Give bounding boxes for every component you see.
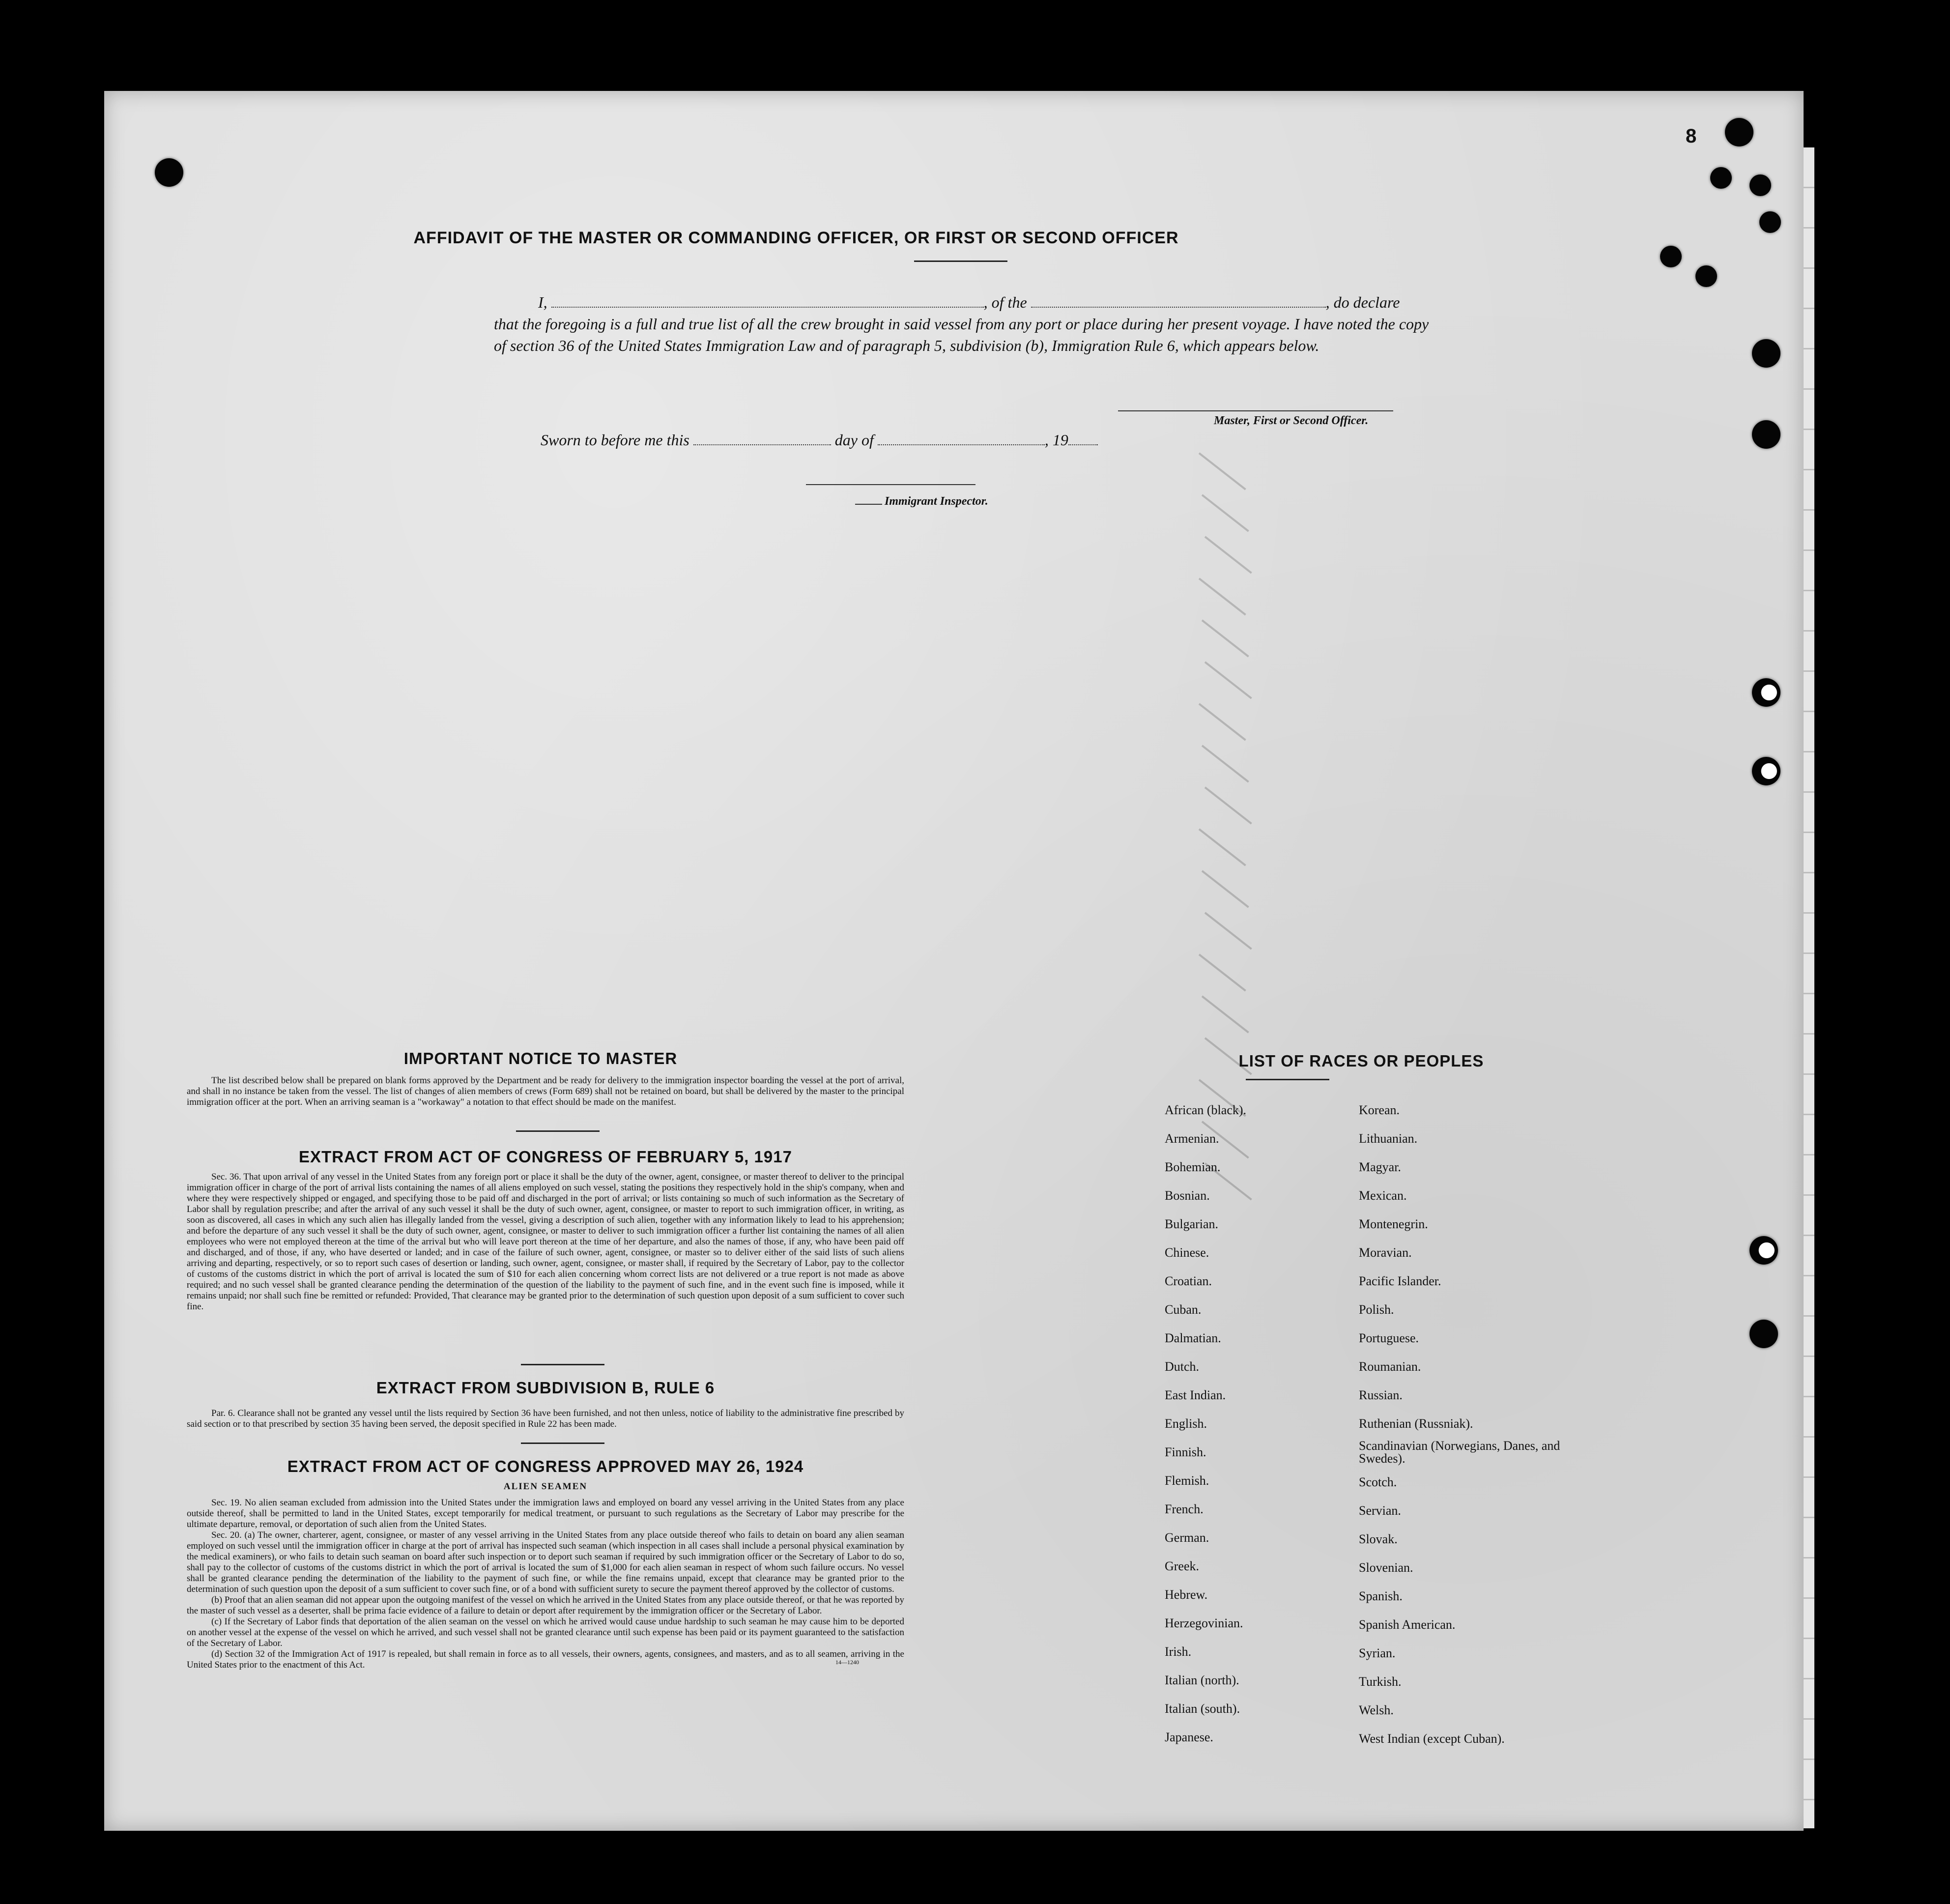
sworn-line — [541, 429, 1229, 451]
alien-seamen-subtitle: ALIEN SEAMEN — [503, 1481, 588, 1492]
extract-1924-title: EXTRACT FROM ACT OF CONGRESS APPROVED MAY 26, 1924 — [287, 1457, 804, 1475]
race-item: Herzegovinian. — [1165, 1616, 1243, 1630]
race-item: Moravian. — [1359, 1245, 1412, 1260]
section-36-paragraph: Sec. 36. That upon arrival of any vessel in the United States from any foreign port or place it shall be the duty of the owner, agent, consignee, or master thereof to deliver to the principal immigration officer in charge of the port of arrival lists containing the names of all aliens employed on such vessel, stating the positions they respectively hold in the ship's company, when and where they were respectively shipped or engaged, and specifying those to be paid off and discharged in the port of arrival; or lists containing so much of such information as the Secretary of Labor shall by regulation prescribe; and after the arrival of any such vessel it shall be the duty of such owner, agent, consignee, or master to report to such immigration officer, in writing, as soon as discovered, all cases in which any such alien has illegally landed from the vessel, giving a description of such alien, together with any information likely to lead to his apprehension; and before the departure of any such vessel it shall be the duty of such owner, agent, consignee, or master to deliver to such immigration officer a further list containing the names of all alien employees who were not employed thereon at the time of the arrival but who will leave port thereon at the time of her departure, and also the names of those, if any, who have been paid off and discharged, and of those, if any, who have deserted or landed; and in case of the failure of such owner, agent, consignee, or master so to deliver either of the said lists of such aliens arriving and departing, respectively, or so to report such cases of desertion or landing, such owner, agent, consignee, or master shall, if required by the Secretary of Labor, pay to the collector of customs of the customs district in which the port of arrival is located the sum of $10 for each alien concerning whom correct lists are not delivered or a true report is not made as above required; and no such vessel shall be granted clearance pending the determination of the question of the liability to the payment of such fine, and in the event such fine is imposed, while it remains unpaid; nor shall such fine be remitted or refunded: Provided, That clearance may be granted prior to the determination of such question upon deposit of a sum sufficient to cover such fine. — [187, 1172, 904, 1312]
race-item: East Indian. — [1165, 1388, 1226, 1402]
race-item: Bulgarian. — [1165, 1217, 1219, 1231]
race-item: Greek. — [1165, 1559, 1200, 1573]
affidavit-body: that the foregoing is a full and true list of all the crew brought in said vessel from any port or place during her present voyage. I have noted the copy of section 36 of the United States Immigration Law and of paragraph 5, subdivision (b), Immigration Rule 6, which appears below. — [494, 315, 1429, 354]
race-item: Russian. — [1359, 1388, 1403, 1402]
sworn-year-label: , 19 — [1044, 431, 1068, 449]
races-title: LIST OF RACES OR PEOPLES — [1238, 1052, 1484, 1070]
divider — [1246, 1079, 1329, 1080]
punch-hole — [1749, 1320, 1778, 1348]
race-item: Dalmatian. — [1165, 1331, 1221, 1345]
race-item: Servian. — [1359, 1503, 1401, 1518]
extract-1917-title: EXTRACT FROM ACT OF CONGRESS OF FEBRUARY 5, 1917 — [299, 1148, 792, 1166]
race-item: Spanish. — [1359, 1589, 1403, 1603]
race-item: Lithuanian. — [1359, 1131, 1418, 1146]
race-item: Roumanian. — [1359, 1359, 1421, 1374]
sworn-label: Sworn to before me this — [541, 431, 689, 449]
notice-paragraph: The list described below shall be prepared on blank forms approved by the Department and be ready for delivery to the immigration inspector boarding the vessel at the port of arrival, and shall in no instance be taken from the vessel. The list of changes of alien members of crews (Form 689) shall not be retained on board, but shall be delivered by the master to the principal immigration officer at the port. When an arriving seaman is a "workaway" a notation to that effect should be made on the manifest. — [187, 1075, 904, 1107]
divider — [516, 1130, 600, 1132]
race-item: Flemish. — [1165, 1473, 1209, 1488]
race-item: West Indian (except Cuban). — [1359, 1731, 1505, 1746]
race-item: Welsh. — [1359, 1703, 1394, 1717]
divider — [914, 260, 1007, 262]
punch-hole — [155, 158, 183, 187]
races-right-column — [1359, 1096, 1575, 1753]
form-code: 14—1240 — [835, 1659, 859, 1666]
affidavit-declaration-line — [494, 291, 1433, 313]
extract-1924-text — [187, 1498, 904, 1671]
section-20b-paragraph: (b) Proof that an alien seaman did not appear upon the outgoing manifest of the vessel on which he arrived in the United States from any place outside thereof, or that he was reported by the master of such vessel as a deserter, shall be prima facie evidence of a failure to detain or deport after requirement by the immigration officer or the Secretary of Labor. — [187, 1595, 904, 1616]
extract-rule6-title: EXTRACT FROM SUBDIVISION B, RULE 6 — [376, 1379, 715, 1397]
notice-text — [187, 1075, 904, 1108]
race-item: Slovenian. — [1359, 1560, 1413, 1575]
race-item: Dutch. — [1165, 1359, 1200, 1374]
race-item: Scotch. — [1359, 1475, 1397, 1489]
punch-hole — [1749, 174, 1771, 196]
inspector-signature-label: Immigrant Inspector. — [885, 495, 988, 508]
punch-hole — [1752, 757, 1780, 785]
divider — [521, 1364, 604, 1365]
race-item: Magyar. — [1359, 1160, 1401, 1174]
race-item: Polish. — [1359, 1302, 1394, 1317]
bleed-through — [393, 194, 399, 219]
punch-hole — [1710, 167, 1732, 189]
punch-hole — [1660, 246, 1682, 267]
races-left-column — [1165, 1096, 1381, 1752]
section-20d-paragraph: (d) Section 32 of the Immigration Act of 1917 is repealed, but shall remain in force as to all vessels, their owners, agents, consignees, and masters, and as to all seamen, arriving in the United States prior to the enactment of this Act. — [187, 1649, 904, 1670]
master-signature-label: Master, First or Second Officer. — [1214, 414, 1369, 427]
punch-hole — [1752, 420, 1780, 449]
sworn-year-blank[interactable] — [1068, 432, 1098, 445]
section-20a-paragraph: Sec. 20. (a) The owner, charterer, agent, consignee, or master of any vessel arriving in the United States from any place outside thereof who fails to detain on board any alien seaman employed on such vessel until the immigration officer in charge at the port of arrival has inspected such seaman (which inspection in all cases shall include a personal physical examination by the medical examiners), or who fails to detain such seaman on board after such inspection or to deport such seaman if required by such immigration officer or the Secretary of Labor to do so, shall pay to the collector of customs of the customs district in which the port of arrival is located the sum of $1,000 for each alien seaman in respect of whom such failure occurs. No vessel shall be granted clearance pending the determination of the liability to the payment of such fine, or while the fine remains unpaid, except that clearance may be granted prior to the determination of such question upon the deposit of a sum sufficient to cover such fine, or of a bond with sufficient surety to secure the payment thereof approved by the collector of customs. — [187, 1530, 904, 1594]
declaration-do-declare-label: , do declare — [1325, 293, 1400, 311]
punch-hole — [1759, 211, 1781, 233]
race-item: Hebrew. — [1165, 1587, 1208, 1602]
race-item: Chinese. — [1165, 1245, 1209, 1260]
race-item: Pacific Islander. — [1359, 1274, 1441, 1288]
race-item: Ruthenian (Russniak). — [1359, 1416, 1473, 1431]
extract-rule6-text — [187, 1408, 904, 1430]
punch-hole — [1725, 118, 1753, 146]
race-item: Portuguese. — [1359, 1331, 1419, 1345]
race-item: Irish. — [1165, 1644, 1192, 1659]
rule-6-paragraph: Par. 6. Clearance shall not be granted any vessel until the lists required by Section 36 have been furnished, and not then unless, notice of liability to the administrative fine prescribed by said section or to that prescribed by section 35 having been served, the deposit specified in Rule 22 has been made. — [187, 1408, 904, 1429]
inspector-signature-line[interactable] — [806, 484, 975, 485]
race-item: Slovak. — [1359, 1532, 1398, 1546]
race-item: Bosnian. — [1165, 1188, 1210, 1203]
race-item: Cuban. — [1165, 1302, 1202, 1317]
master-signature-line[interactable] — [1118, 410, 1393, 411]
notice-title: IMPORTANT NOTICE TO MASTER — [403, 1049, 678, 1067]
race-item: English. — [1165, 1416, 1207, 1431]
race-item: German. — [1165, 1530, 1209, 1545]
sworn-day-blank[interactable] — [693, 432, 831, 445]
affidavit-title: AFFIDAVIT OF THE MASTER OR COMMANDING OFFICER, OR FIRST OR SECOND OFFICER — [413, 229, 1179, 247]
sworn-month-blank[interactable] — [878, 432, 1045, 445]
race-item: Bohemian. — [1165, 1160, 1221, 1174]
race-item: Armenian. — [1165, 1131, 1219, 1146]
divider — [521, 1442, 604, 1444]
inspector-signature-line-short — [855, 504, 882, 505]
extract-1917-text — [187, 1172, 904, 1312]
punch-hole — [1749, 1236, 1778, 1265]
race-item: French. — [1165, 1502, 1204, 1516]
page-number: 8 — [1686, 125, 1697, 147]
section-20c-paragraph: (c) If the Secretary of Labor finds that deportation of the alien seaman on the vessel on which he arrived would cause undue hardship to such seaman he may cause him to be deported on another vessel at the expense of the vessel on which he arrived, and such vessel shall not be granted clearance until such expense has been paid or its payment guaranteed to the satisfaction of the Secretary of Labor. — [187, 1616, 904, 1648]
declaration-i-label: I, — [538, 293, 547, 311]
race-item: Spanish American. — [1359, 1617, 1456, 1632]
punch-hole — [1695, 265, 1717, 287]
race-item: Croatian. — [1165, 1274, 1212, 1288]
punch-hole — [1752, 339, 1780, 368]
vessel-name-blank[interactable] — [1031, 294, 1326, 308]
race-item: Scandinavian (Norwegians, Danes, and Swedes). — [1359, 1439, 1560, 1466]
declaration-of-the-label: , of the — [983, 293, 1027, 311]
race-item: Mexican. — [1359, 1188, 1407, 1203]
race-item: Turkish. — [1359, 1674, 1402, 1689]
race-item: Italian (south). — [1165, 1702, 1240, 1716]
sworn-day-of-label: day of — [834, 431, 874, 449]
race-item: Korean. — [1359, 1103, 1400, 1117]
master-name-blank[interactable] — [551, 294, 984, 308]
punch-hole — [1752, 678, 1780, 707]
race-item: Montenegrin. — [1359, 1217, 1428, 1231]
section-19-paragraph: Sec. 19. No alien seaman excluded from admission into the United States under the immigration laws and employed on board any vessel arriving in the United States from any place outside thereof, shall be permitted to land in the United States, except temporarily for medical treatment, or pursuant to such regulations as the Secretary of Labor may prescribe for the ultimate departure, removal, or deportation of such alien from the United States. — [187, 1498, 904, 1529]
race-item: Japanese. — [1165, 1730, 1213, 1744]
race-item: African (black). — [1165, 1103, 1247, 1117]
race-item: Syrian. — [1359, 1646, 1396, 1660]
race-item: Italian (north). — [1165, 1673, 1239, 1687]
race-item: Finnish. — [1165, 1445, 1206, 1459]
